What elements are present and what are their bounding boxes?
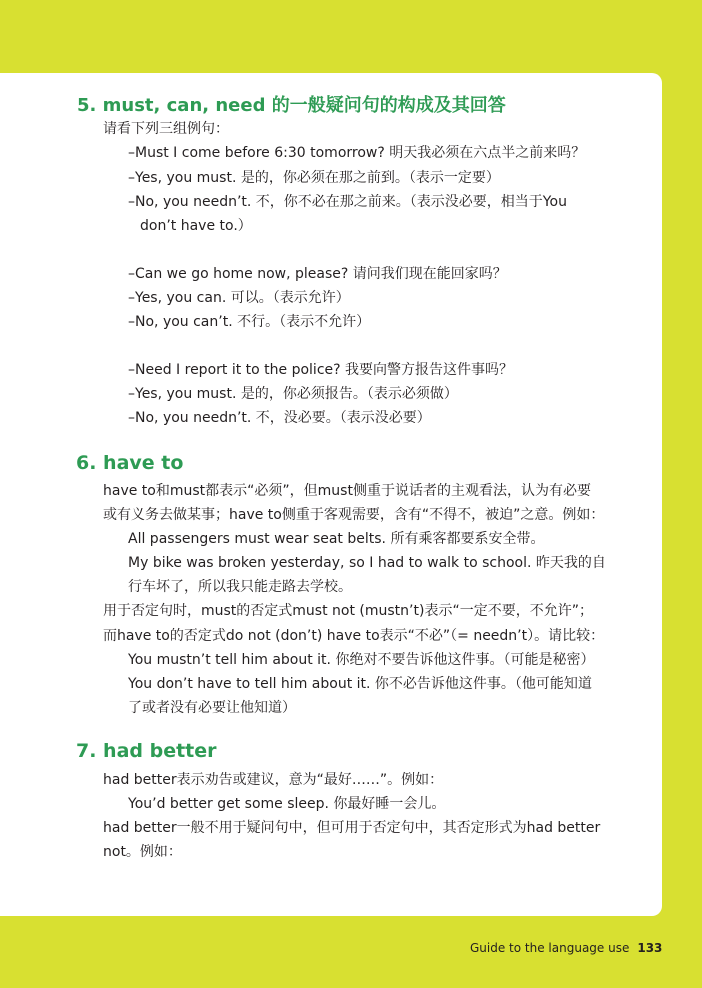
example-line: All passengers must wear seat belts. 所有乘客都要系安全带。	[128, 531, 545, 547]
footer-text: Guide to the language use	[470, 941, 630, 955]
group2-line: –No, you can’t. 不行。（表示不允许）	[128, 314, 371, 330]
section-7-paragraph-line: had better表示劝告或建议，意为“最好……”。例如：	[103, 772, 444, 788]
example-line: 了或者没有必要让他知道）	[128, 700, 296, 716]
group3-line: –Need I report it to the police? 我要向警方报告这件事吗？	[128, 362, 514, 378]
group3-line: –No, you needn’t. 不，没必要。（表示没必要）	[128, 410, 431, 426]
section-6-paragraph-line: have to和must都表示“必须”，但must侧重于说话者的主观看法，认为有必要	[103, 483, 591, 499]
page-panel	[0, 73, 662, 916]
section-5-intro: 请看下列三组例句：	[103, 121, 229, 137]
page-footer	[470, 940, 662, 956]
section-6-paragraph-line: 而have to的否定式do not (don’t) have to表示“不必”（= needn’t）。请比较：	[103, 628, 605, 644]
section-6-paragraph-line: 或有义务去做某事；have to侧重于客观需要，含有“不得不，被迫”之意。例如：	[103, 507, 605, 523]
section-6-paragraph-line: 用于否定句时，must的否定式must not (mustn’t)表示“一定不要，不允许”；	[103, 603, 593, 619]
section-6-heading: 6. have to	[76, 452, 184, 474]
page-number: 133	[637, 941, 663, 955]
example-line: 行车坏了，所以我只能走路去学校。	[128, 579, 352, 595]
group1-line: –Must I come before 6:30 tomorrow? 明天我必须在六点半之前来吗？	[128, 145, 586, 161]
example-line: You mustn’t tell him about it. 你绝对不要告诉他这件事。（可能是秘密）	[128, 652, 595, 668]
group1-line: –No, you needn’t. 不，你不必在那之前来。（表示没必要，相当于You	[128, 194, 567, 210]
section-7-heading: 7. had better	[76, 740, 217, 762]
group2-line: –Can we go home now, please? 请问我们现在能回家吗？	[128, 266, 507, 282]
group1-line: –Yes, you must. 是的，你必须在那之前到。（表示一定要）	[128, 170, 500, 186]
example-line: You don’t have to tell him about it. 你不必告诉他这件事。（他可能知道	[128, 676, 592, 692]
section-5-heading: 5. must, can, need 的一般疑问句的构成及其回答	[77, 95, 506, 116]
section-7-paragraph-line: had better一般不用于疑问句中，但可用于否定句中，其否定形式为had better	[103, 820, 601, 836]
group3-line: –Yes, you must. 是的，你必须报告。（表示必须做）	[128, 386, 458, 402]
group1-line: don’t have to.）	[140, 218, 252, 234]
example-line: You’d better get some sleep. 你最好睡一会儿。	[128, 796, 446, 812]
section-7-paragraph-line: not。例如：	[103, 844, 182, 860]
group2-line: –Yes, you can. 可以。（表示允许）	[128, 290, 350, 306]
example-line: My bike was broken yesterday, so I had to walk to school. 昨天我的自	[128, 555, 606, 571]
